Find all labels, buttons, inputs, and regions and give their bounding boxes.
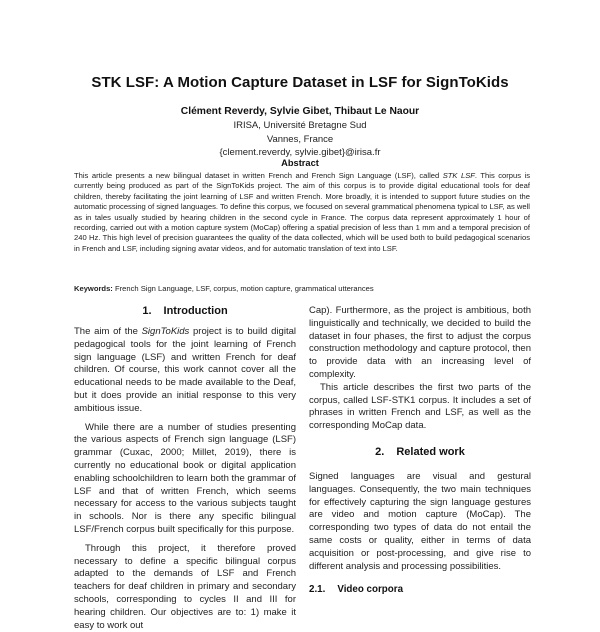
- abstract-text-start: This article presents a new bilingual dataset in written French and French Sign Language (LSF), called: [74, 171, 443, 180]
- left-column: [74, 326, 296, 632]
- abstract-text-rest: . This corpus is currently being produced as part of the SignToKids project. The aim of this corpus is to provide digital educational tools for deaf children, thereby facilitating the joint learning of LSF and written French. More broadly, it is intended to support future studies on the automatic processing of signed languages. To define this corpus, we focused on several grammatical phenomena typical to LSF, as well as in tales usually studied by hearing children in the second cycle in France. The corpus data represent approximately 1 hour of recording, carried out with a motion capture system (MoCap) offering a spatial precision of less than 1 mm and a temporal precision of 240 Hz. This high level of precision guarantees the quality of the data collected, which will be used both to build pedagogical scenarios in French and LSF, including signing avatar videos, and for automatic translation of text into LSF.: [74, 171, 531, 253]
- abstract-dataset-name: STK LSF: [442, 171, 475, 180]
- section-number: 1.: [142, 305, 152, 317]
- section-number: 2.: [375, 446, 385, 458]
- subsection-heading-video-corpora: [309, 584, 403, 595]
- paper-authors: Clément Reverdy, Sylvie Gibet, Thibaut Le Naour: [180, 106, 420, 117]
- affiliation-line: Vannes, France: [266, 133, 334, 145]
- subsection-title: Video corpora: [337, 584, 404, 595]
- intro-paragraph: Through this project, it therefore proved necessary to define a specific bilingual corpus adapted to the demands of LSF and French teachers for deaf children in primary and secondary schools, corresponding to cycles II and III for hearing children. Our objectives are to: 1) make it easy to work out: [74, 542, 296, 631]
- related-work-text: [309, 471, 531, 573]
- abstract-text: [74, 171, 530, 254]
- section-title: Related work: [396, 446, 465, 458]
- related-paragraph: Signed languages are visual and gestural languages. Consequently, the two main techniques for effectively capturing the sign language gestures are video and motion capture (MoCap). The corresponding two types of data do not entail the same costs or quality, either in terms of data acquisition or post-processing, and give rise to different analysis and processing possibilities.: [309, 471, 531, 572]
- affiliation-line: IRISA, Université Bretagne Sud: [233, 120, 367, 131]
- intro-paragraph: While there are a number of studies presenting the various aspects of French sign language (LSF) grammar (Cuxac, 2000; Millet, 2019), there is currently no educational book or digital application enabling schoolchildren to learn both the grammar of LSF and that of written French, which seems necessary for access to the various subjects taught in schools. Nor is there any specific bilingual LSF/French corpus built specifically for this purpose.: [74, 421, 296, 535]
- continued-paragraph: Cap). Furthermore, as the project is ambitious, both linguistically and technically, we decided to build the dataset in four phases, the first to adjust the corpus construction methodology and capture protocol, then to provide data with an increasing level of complexity.: [309, 305, 531, 380]
- intro-text: project is to build digital pedagogical tools for the joint learning of French sign language (LSF) and written French for deaf children. Of course, this work cannot cover all the educational needs to be made available to the Deaf, but it does provide an initial response to this very ambitious issue.: [74, 326, 296, 414]
- affiliation-email: {clement.reverdy, sylvie.gibet}@irisa.fr: [219, 147, 381, 159]
- intro-paragraph: [74, 326, 296, 416]
- section-title: Introduction: [163, 305, 228, 317]
- section-heading-related-work: [309, 446, 531, 458]
- keywords-line: [74, 284, 530, 293]
- affiliation-block: [0, 119, 600, 160]
- abstract-heading: Abstract: [281, 158, 319, 168]
- corpus-description-paragraph: This article describes the first two parts of the corpus, called LSF-STK1 corpus. It includes a set of phrases in written French and LSF, as well as the corresponding MoCap data.: [309, 381, 531, 432]
- keywords-label: Keywords:: [74, 284, 113, 293]
- right-column: [309, 305, 531, 433]
- intro-text: The aim of the: [74, 326, 142, 337]
- paper-title: STK LSF: A Motion Capture Dataset in LSF for SignToKids: [91, 74, 509, 91]
- subsection-number: 2.1.: [309, 584, 326, 595]
- project-name: SignToKids: [141, 326, 190, 337]
- section-heading-introduction: [74, 305, 296, 317]
- keywords-text: French Sign Language, LSF, corpus, motion capture, grammatical utterances: [114, 284, 374, 293]
